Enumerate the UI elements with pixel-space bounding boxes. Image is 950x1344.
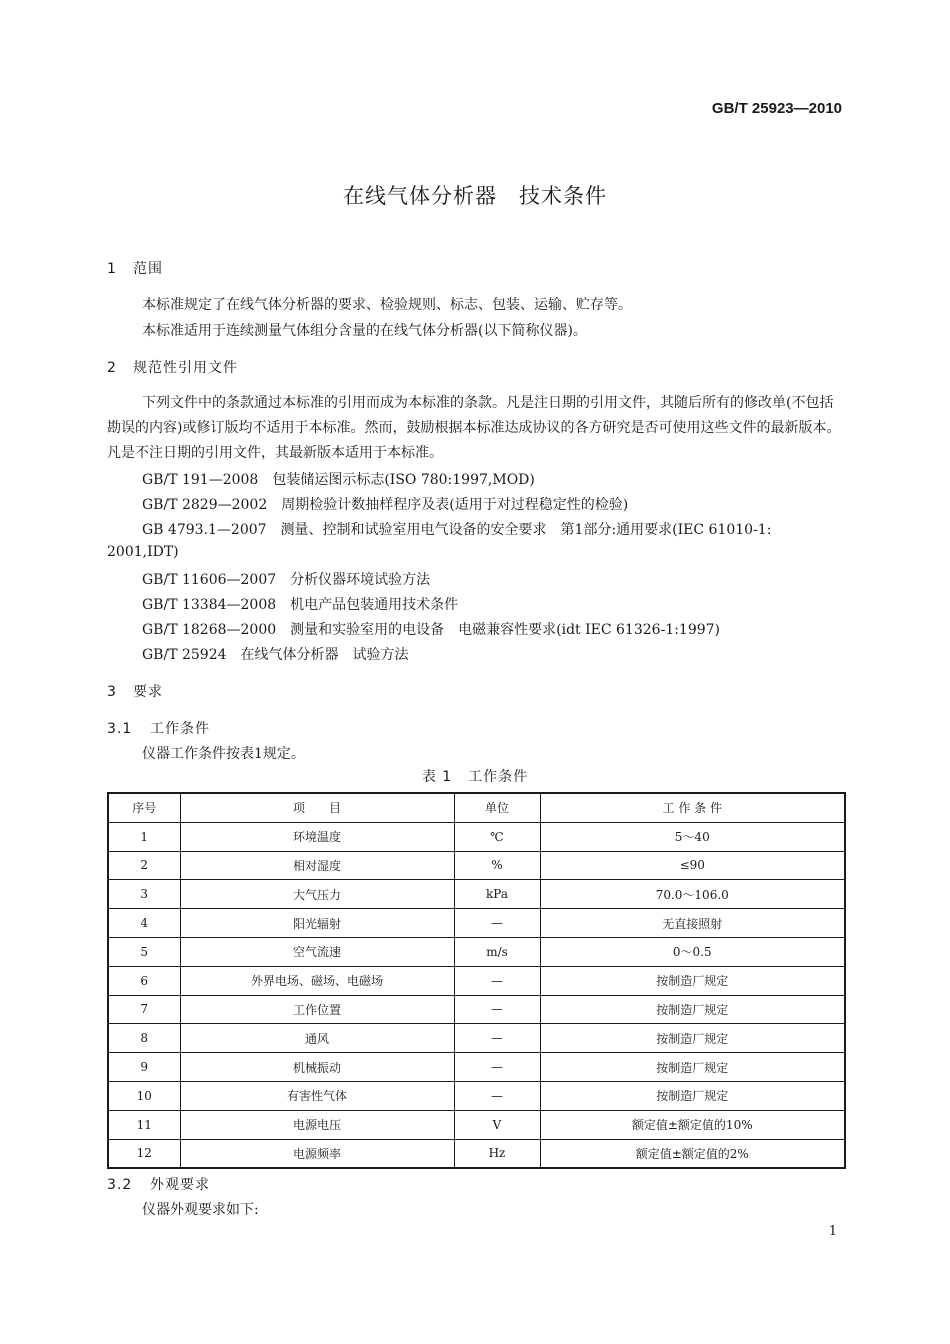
cell-condition: ≤90 bbox=[540, 851, 845, 880]
cell-item: 机械振动 bbox=[180, 1053, 454, 1082]
header-serial: 序号 bbox=[108, 793, 180, 822]
reference-gbt13384: GB/T 13384—2008 机电产品包装通用技术条件 bbox=[142, 597, 459, 613]
cell-condition: 按制造厂规定 bbox=[540, 995, 845, 1024]
cell-unit: — bbox=[454, 1024, 540, 1053]
cell-serial: 11 bbox=[108, 1110, 180, 1139]
table-row bbox=[108, 1139, 845, 1168]
cell-condition: 5～40 bbox=[540, 822, 845, 851]
table-row bbox=[108, 909, 845, 938]
section-2-heading bbox=[107, 357, 238, 377]
section-1-para-2: 本标准适用于连续测量气体组分含量的在线气体分析器(以下简称仪器)。 bbox=[142, 323, 587, 339]
table-row bbox=[108, 937, 845, 966]
section-3-heading bbox=[107, 681, 163, 701]
table-1-caption bbox=[0, 766, 950, 786]
cell-unit: — bbox=[454, 995, 540, 1024]
cell-condition: 按制造厂规定 bbox=[540, 966, 845, 995]
cell-serial: 2 bbox=[108, 851, 180, 880]
section-3-number: 3 bbox=[107, 684, 117, 700]
table-row bbox=[108, 1053, 845, 1082]
cell-item: 电源频率 bbox=[180, 1139, 454, 1168]
cell-unit: — bbox=[454, 1081, 540, 1110]
cell-condition: 0～0.5 bbox=[540, 937, 845, 966]
header-condition: 工 作 条 件 bbox=[540, 793, 845, 822]
section-1-title: 范围 bbox=[133, 261, 163, 277]
section-3-1-number: 3.1 bbox=[107, 721, 133, 737]
cell-item: 有害性气体 bbox=[180, 1081, 454, 1110]
table-row bbox=[108, 995, 845, 1024]
table-1-caption-number: 表 1 bbox=[421, 769, 453, 785]
reference-gb4793: GB 4793.1—2007 测量、控制和试验室用电气设备的安全要求 第1部分:通用要求(IEC 61010-1: bbox=[142, 522, 772, 538]
section-3-2-heading bbox=[107, 1174, 210, 1194]
reference-gbt18268: GB/T 18268—2000 测量和实验室用的电设备 电磁兼容性要求(idt IEC 61326-1:1997) bbox=[142, 622, 721, 638]
cell-item: 空气流速 bbox=[180, 937, 454, 966]
section-3-2-text: 仪器外观要求如下: bbox=[142, 1202, 259, 1218]
table-header-row bbox=[108, 793, 845, 822]
cell-serial: 5 bbox=[108, 937, 180, 966]
cell-item: 相对湿度 bbox=[180, 851, 454, 880]
reference-gbt2829: GB/T 2829—2002 周期检验计数抽样程序及表(适用于对过程稳定性的检验) bbox=[142, 497, 629, 513]
section-2-title: 规范性引用文件 bbox=[133, 360, 238, 376]
cell-condition: 额定值±额定值的2% bbox=[540, 1139, 845, 1168]
cell-condition: 按制造厂规定 bbox=[540, 1081, 845, 1110]
section-2-intro: 下列文件中的条款通过本标准的引用而成为本标准的条款。凡是注日期的引用文件，其随后所有的修改单(不包括勘误的内容)或修订版均不适用于本标准。然而，鼓励根据本标准达成协议的各方研究是否可使用这些文件的最新版本。凡是不注日期的引用文件，其最新版本适用于本标准。 bbox=[107, 395, 841, 461]
cell-serial: 10 bbox=[108, 1081, 180, 1110]
table-row bbox=[108, 880, 845, 909]
section-1-number: 1 bbox=[107, 261, 117, 277]
cell-item: 阳光辐射 bbox=[180, 909, 454, 938]
section-3-2-title: 外观要求 bbox=[150, 1177, 210, 1193]
section-3-title: 要求 bbox=[133, 684, 163, 700]
section-3-1-heading bbox=[107, 718, 210, 738]
cell-condition: 按制造厂规定 bbox=[540, 1053, 845, 1082]
cell-item: 通风 bbox=[180, 1024, 454, 1053]
reference-gb4793-continued: 2001,IDT) bbox=[107, 544, 179, 560]
cell-condition: 额定值±额定值的10% bbox=[540, 1110, 845, 1139]
cell-serial: 3 bbox=[108, 880, 180, 909]
section-3-2-number: 3.2 bbox=[107, 1177, 133, 1193]
cell-item: 电源电压 bbox=[180, 1110, 454, 1139]
header-unit: 单位 bbox=[454, 793, 540, 822]
cell-unit: kPa bbox=[454, 880, 540, 909]
cell-serial: 8 bbox=[108, 1024, 180, 1053]
cell-serial: 6 bbox=[108, 966, 180, 995]
reference-gbt25924: GB/T 25924 在线气体分析器 试验方法 bbox=[142, 647, 409, 663]
cell-unit: — bbox=[454, 966, 540, 995]
cell-serial: 7 bbox=[108, 995, 180, 1024]
header-item: 项 目 bbox=[180, 793, 454, 822]
cell-serial: 1 bbox=[108, 822, 180, 851]
section-1-para-1: 本标准规定了在线气体分析器的要求、检验规则、标志、包装、运输、贮存等。 bbox=[142, 297, 632, 313]
section-1-heading bbox=[107, 258, 163, 278]
cell-condition: 70.0～106.0 bbox=[540, 880, 845, 909]
table-row bbox=[108, 851, 845, 880]
standard-number: GB/T 25923—2010 bbox=[711, 100, 842, 117]
table-row bbox=[108, 1024, 845, 1053]
cell-unit: Hz bbox=[454, 1139, 540, 1168]
cell-condition: 按制造厂规定 bbox=[540, 1024, 845, 1053]
reference-gbt11606: GB/T 11606—2007 分析仪器环境试验方法 bbox=[142, 572, 431, 588]
section-2-number: 2 bbox=[107, 360, 117, 376]
page-number: 1 bbox=[828, 1224, 837, 1239]
reference-gbt191: GB/T 191—2008 包装储运图示标志(ISO 780:1997,MOD) bbox=[142, 472, 535, 488]
cell-serial: 4 bbox=[108, 909, 180, 938]
table-1-caption-title: 工作条件 bbox=[468, 769, 529, 785]
table-row bbox=[108, 822, 845, 851]
section-3-1-text: 仪器工作条件按表1规定。 bbox=[142, 746, 305, 762]
cell-item: 外界电场、磁场、电磁场 bbox=[180, 966, 454, 995]
cell-unit: m/s bbox=[454, 937, 540, 966]
cell-serial: 12 bbox=[108, 1139, 180, 1168]
cell-item: 工作位置 bbox=[180, 995, 454, 1024]
document-title: 在线气体分析器 技术条件 bbox=[343, 184, 607, 208]
cell-unit: % bbox=[454, 851, 540, 880]
cell-condition: 无直接照射 bbox=[540, 909, 845, 938]
working-conditions-table bbox=[107, 792, 846, 1169]
cell-unit: V bbox=[454, 1110, 540, 1139]
table-row bbox=[108, 966, 845, 995]
table-row bbox=[108, 1081, 845, 1110]
cell-item: 环境温度 bbox=[180, 822, 454, 851]
section-3-1-title: 工作条件 bbox=[150, 721, 210, 737]
cell-unit: — bbox=[454, 1053, 540, 1082]
cell-unit: — bbox=[454, 909, 540, 938]
cell-serial: 9 bbox=[108, 1053, 180, 1082]
table-row bbox=[108, 1110, 845, 1139]
cell-item: 大气压力 bbox=[180, 880, 454, 909]
cell-unit: ℃ bbox=[454, 822, 540, 851]
